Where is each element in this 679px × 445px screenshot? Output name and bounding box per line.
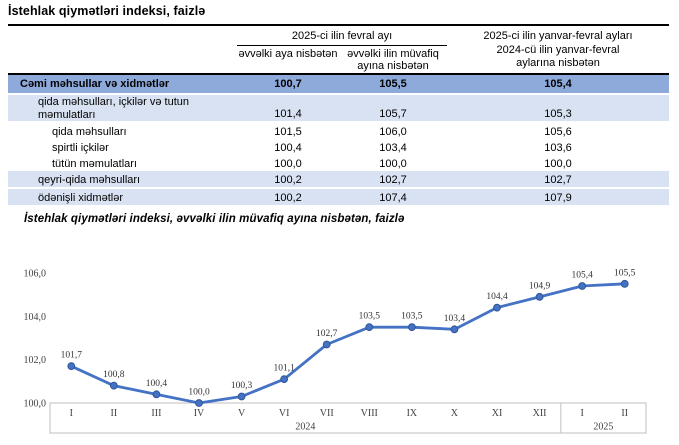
data-point-label: 100,0: [188, 387, 210, 398]
data-point-label: 100,3: [230, 381, 253, 391]
month-label: IV: [193, 408, 205, 419]
month-label: II: [110, 408, 118, 419]
data-point-label: 105,5: [614, 268, 636, 279]
data-point: [621, 280, 628, 287]
month-label: III: [151, 408, 162, 419]
y-tick-label: 104,0: [23, 311, 46, 323]
month-label: I: [69, 408, 73, 419]
month-label: I: [580, 408, 584, 419]
table-header: [8, 24, 669, 75]
data-point-label: 102,7: [316, 329, 338, 339]
table-row-services: ödənişli xidmətlər 100,2 107,4 107,9: [8, 189, 669, 205]
data-point-label: 104,9: [528, 281, 551, 292]
data-point: [68, 363, 75, 370]
chart-title: İstehlak qiymətləri indeksi, əvvəlki ilin müvafiq ayına nisbətən, faizlə: [24, 213, 405, 225]
data-point: [323, 341, 330, 348]
data-point: [196, 400, 203, 407]
month-label: II: [621, 408, 629, 419]
table-row-food: qida məhsulları 101,5 106,0 105,6: [52, 126, 572, 138]
column-header-vs-prev-year-month: əvvəlki ilin müvafiq ayına nisbətən: [347, 48, 439, 72]
data-point-label: 103,5: [401, 311, 423, 322]
month-label: V: [237, 408, 246, 419]
table-body: [8, 75, 669, 205]
x-axis: [50, 403, 646, 433]
data-point-label: 100,4: [145, 378, 168, 389]
month-label: VII: [319, 408, 334, 419]
column-header-vs-prev-month: əvvəlki aya nisbətən: [238, 48, 338, 60]
table-row-food-group: qida məhsulları, içkilər və tutun məmulatları 101,4 105,7 105,3: [8, 95, 669, 123]
data-point: [451, 326, 458, 333]
column-header-jan-feb: 2025-ci ilin yanvar-fevral ayları 2024-cü ilin yanvar-fevral aylarına nisbətən: [483, 30, 633, 69]
y-tick-label: 102,0: [23, 355, 46, 367]
month-label: XII: [532, 408, 547, 419]
data-point-label: 105,4: [571, 270, 593, 281]
data-point: [281, 376, 288, 383]
month-label: XI: [491, 408, 503, 419]
y-tick-label: 106,0: [23, 268, 46, 280]
data-point: [408, 324, 415, 331]
data-point-label: 101,7: [60, 350, 82, 361]
data-point-label: 101,1: [273, 363, 295, 374]
x-axis-box: [50, 403, 646, 433]
y-axis-ticks: [24, 269, 47, 410]
y-tick-label: 100,0: [23, 398, 46, 410]
year-label: 2025: [593, 421, 614, 433]
table-title: İstehlak qiymətləri indeksi, faizlə: [8, 4, 206, 18]
data-point: [579, 283, 586, 290]
cpi-table: [8, 24, 669, 205]
column-group-underline: [237, 45, 447, 46]
year-label: 2024: [295, 421, 316, 433]
month-label: X: [450, 408, 459, 419]
data-point-label: 104,4: [486, 292, 508, 303]
column-group-header: 2025-ci ilin fevral ayı: [291, 30, 393, 42]
data-point: [238, 393, 245, 400]
table-row-tobacco: tütün məmulatları 100,0 100,0 100,0: [52, 158, 572, 170]
data-point: [494, 304, 501, 311]
table-row-nonfood: qeyri-qida məhsulları 100,2 102,7 102,7: [8, 171, 669, 189]
data-point-label: 100,8: [103, 370, 125, 381]
table-row-alcohol: spirtli içkilər 100,4 103,4 103,6: [52, 142, 572, 154]
data-point-label: 103,4: [443, 313, 466, 324]
month-label: IX: [406, 408, 418, 419]
table-row-total: Cəmi məhsullar və xidmətlər 100,7 105,5 105,4: [8, 75, 669, 95]
data-point: [110, 382, 117, 389]
month-label: VI: [278, 408, 290, 419]
data-point: [536, 293, 543, 300]
month-label: VIII: [360, 408, 378, 419]
line-chart: [0, 245, 679, 445]
cpi-series: [61, 268, 636, 406]
data-point-label: 103,5: [358, 311, 380, 322]
data-point: [153, 391, 160, 398]
data-point: [366, 324, 373, 331]
